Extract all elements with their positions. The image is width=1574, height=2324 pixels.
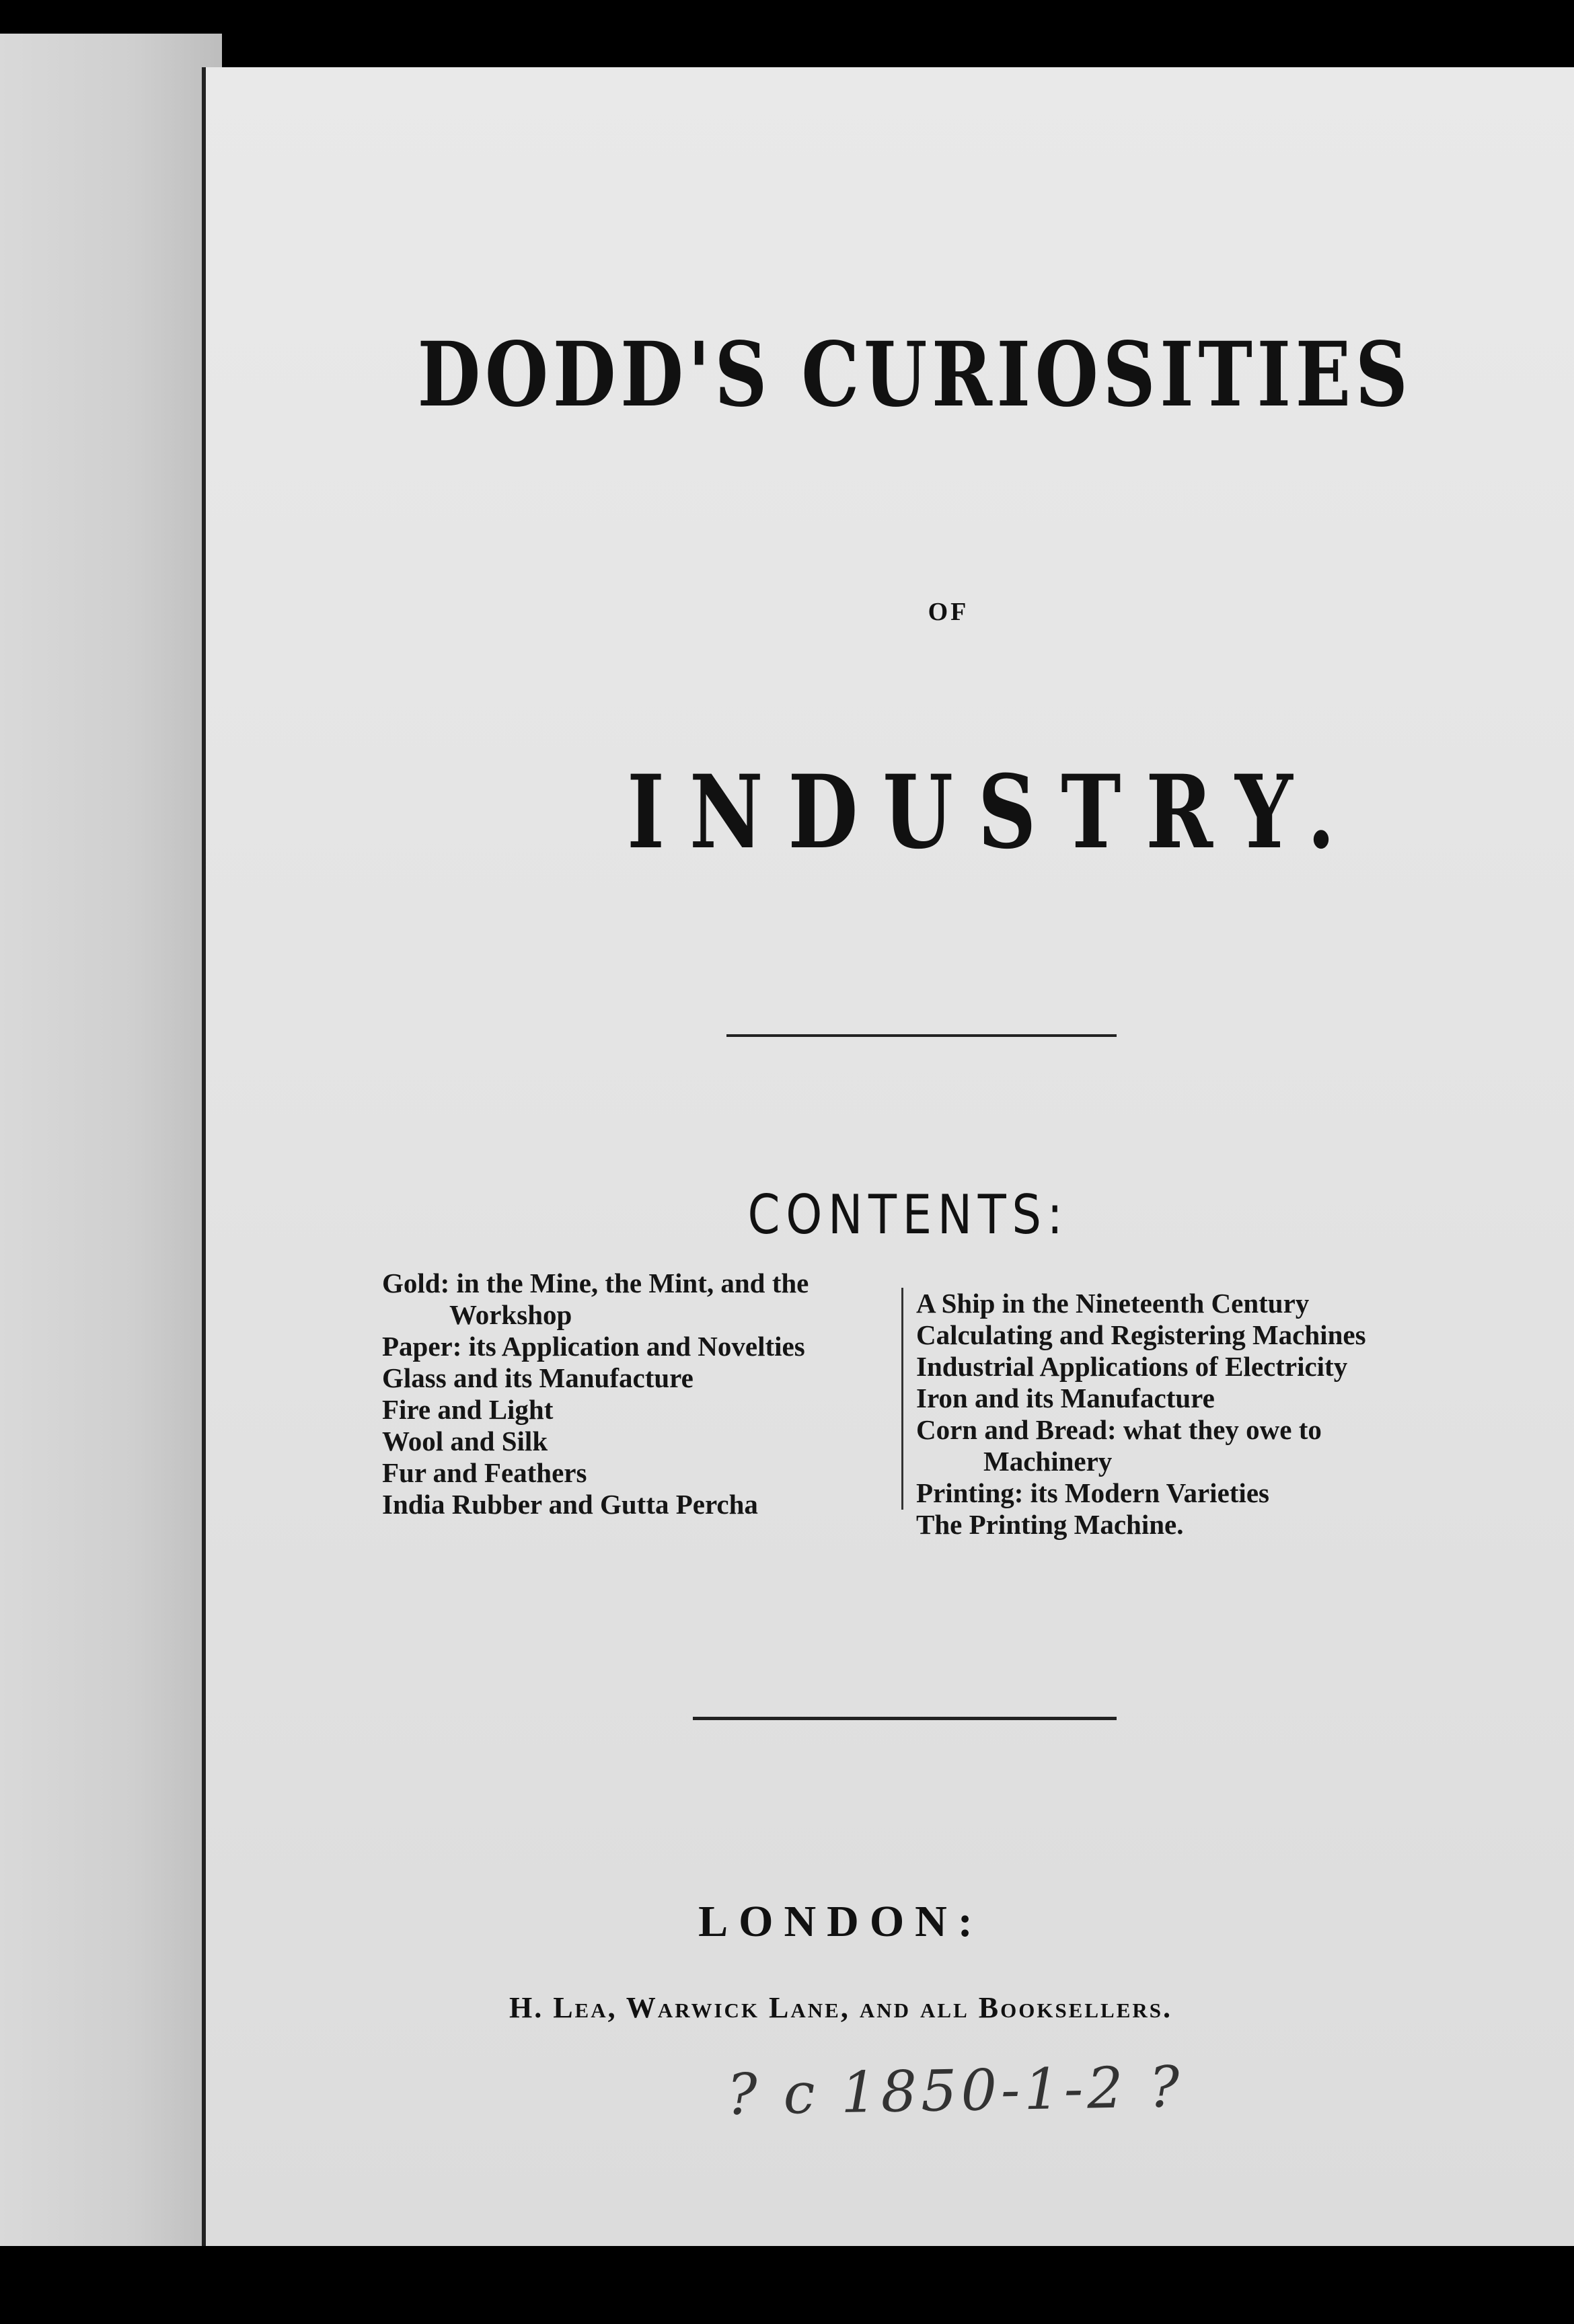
- contents-item: Wool and Silk: [382, 1426, 548, 1457]
- contents-item: [916, 1414, 1414, 1477]
- book-title: DODD'S CURIOSITIES: [417, 323, 1413, 427]
- book-subtitle: INDUSTRY.: [627, 753, 1360, 872]
- decorative-rule-top: [726, 1034, 1117, 1037]
- contents-item: Calculating and Registering Machines: [916, 1319, 1366, 1350]
- imprint-city: LONDON:: [698, 1897, 983, 1946]
- contents-item: Industrial Applications of Electricity: [916, 1351, 1348, 1382]
- contents-item: Fur and Feathers: [382, 1457, 587, 1488]
- contents-item-continuation: Machinery: [983, 1446, 1113, 1477]
- page-bottom-edge: [0, 2246, 1574, 2324]
- contents-item: Glass and its Manufacture: [382, 1362, 694, 1393]
- decorative-rule-bottom: [693, 1717, 1117, 1720]
- handwritten-date-annotation: ? c 1850-1-2 ?: [726, 2054, 1185, 2128]
- contents-item-text: Gold: in the Mine, the Mint, and the: [382, 1268, 809, 1299]
- contents-item: [382, 1268, 887, 1331]
- title-connector: OF: [928, 598, 969, 626]
- contents-left-column: [382, 1268, 887, 1520]
- contents-item-continuation: Workshop: [449, 1299, 572, 1330]
- contents-item: Fire and Light: [382, 1394, 554, 1425]
- contents-item: India Rubber and Gutta Percha: [382, 1489, 758, 1520]
- column-divider: [901, 1288, 903, 1510]
- contents-item: A Ship in the Nineteenth Century: [916, 1288, 1310, 1319]
- contents-item-text: Corn and Bread: what they owe to: [916, 1414, 1322, 1445]
- left-endpaper: [0, 34, 222, 2273]
- imprint-publisher: H. Lea, Warwick Lane, and all Booksellers.: [509, 1991, 1173, 2024]
- contents-heading: CONTENTS:: [747, 1184, 1069, 1246]
- contents-item: Paper: its Application and Novelties: [382, 1331, 805, 1362]
- contents-item: Printing: its Modern Varieties: [916, 1477, 1269, 1508]
- contents-right-column: [916, 1288, 1414, 1541]
- contents-item: The Printing Machine.: [916, 1509, 1184, 1540]
- contents-item: Iron and its Manufacture: [916, 1383, 1215, 1413]
